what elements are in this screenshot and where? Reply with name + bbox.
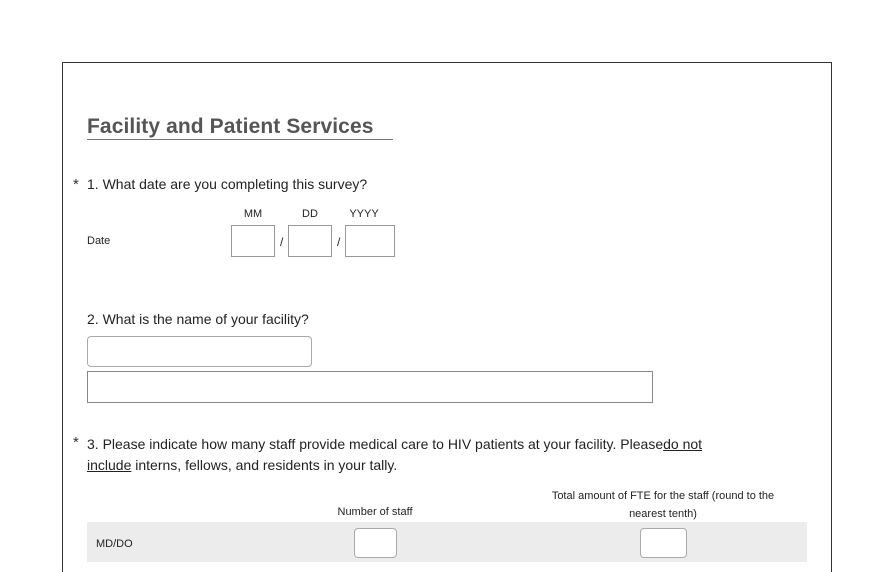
date-separator-2: / <box>337 235 341 249</box>
q2-text: 2. What is the name of your facility? <box>87 311 309 327</box>
md-do-staff-input[interactable] <box>354 528 397 558</box>
facility-name-input-wide[interactable] <box>87 371 653 403</box>
date-separator-1: / <box>280 235 284 249</box>
q3-include: include <box>87 457 132 473</box>
col-header-staff: Number of staff <box>337 506 413 518</box>
q1-row-label: Date <box>87 235 111 247</box>
q1-text: 1. What date are you completing this survey? <box>87 176 368 192</box>
table-row <box>87 522 807 562</box>
md-do-fte-input[interactable] <box>640 528 687 558</box>
section-title: Facility and Patient Services <box>87 115 374 138</box>
title-underline <box>87 139 393 140</box>
q3-text-before: 3. Please indicate how many staff provide medical care to HIV patients at your facility. Please <box>87 436 664 452</box>
day-input[interactable] <box>288 225 332 257</box>
q3-text-after: interns, fellows, and residents in your tally. <box>131 457 398 473</box>
q3-text <box>87 434 807 476</box>
month-input[interactable] <box>231 225 275 257</box>
facility-name-input[interactable] <box>87 336 312 367</box>
row-label-md-do: MD/DO <box>96 538 133 550</box>
col-header-fte: Total amount of FTE for the staff (round to the nearest tenth) <box>551 490 775 520</box>
q1-header-mm: MM <box>243 208 263 220</box>
year-input[interactable] <box>345 225 395 257</box>
q1-header-dd: DD <box>302 208 318 220</box>
q1-required-mark: * <box>73 176 79 193</box>
q1-header-yyyy: YYYY <box>349 208 379 220</box>
q3-required-mark: * <box>73 434 79 451</box>
q3-do-not: do not <box>663 436 703 452</box>
